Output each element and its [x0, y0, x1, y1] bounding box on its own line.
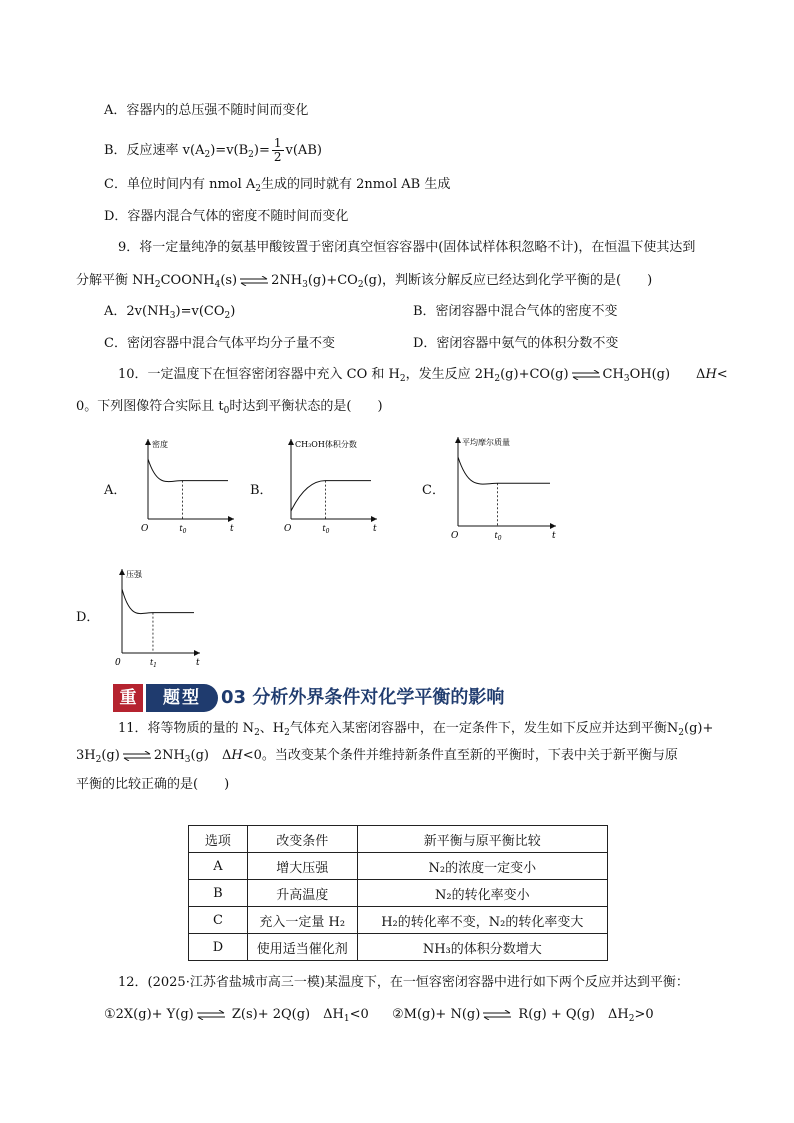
q12-text: Z(s)+ 2Q(g) ΔH: [227, 1007, 344, 1022]
y-axis-label: CH₃OH体积分数: [295, 440, 357, 449]
q10-text: 时达到平衡状态的是( ): [229, 399, 383, 414]
table-cell: N₂的转化率变小: [357, 880, 607, 907]
y-axis-arrow: [145, 439, 151, 445]
x-axis-label: t: [196, 658, 200, 668]
q9-line2: 分解平衡 $NH_2COONH_4(s)$ $2NH_3(g)+CO_2(g)$，判断该分解反应已经达到化学平衡的是( ): [76, 273, 653, 290]
t0-label: $t_0$: [494, 531, 502, 542]
table-cell: 增大压强: [247, 853, 357, 880]
q11-line1: 11．将等物质的量的 $N_2$、$H_2$气体充入某密闭容器中，在一定条件下，发生如下反应并达到平衡$N_2(g)+$: [118, 721, 714, 738]
q12-text: 1: [343, 1014, 350, 1024]
q11-text: (g): [101, 748, 120, 763]
comparison-table: [188, 825, 608, 961]
q11-line2: $3H_2(g)$ $2NH_3(g)$ ΔH<0。当改变某个条件并维持新条件直至新的平衡时，下表中关于新平衡与原: [76, 748, 678, 765]
t0-label: $t_0$: [179, 524, 187, 535]
table-row: [189, 934, 608, 961]
q10-option-a-label: A．: [104, 483, 127, 498]
q8-option-d: D．容器内混合气体的密度不随时间而变化: [104, 209, 349, 224]
q12-text: >0: [634, 1007, 654, 1022]
q12-line1: 12．(2025·江苏省盐城市高三一模)某温度下，在一恒容密闭容器中进行如下两个反应并达到平衡：: [118, 975, 689, 990]
equilibrium-arrow-icon: [122, 751, 152, 761]
q10-text: 0。下列图像符合实际且 t: [76, 399, 224, 414]
equilibrium-arrow-icon: [239, 276, 269, 286]
x-axis-label: t: [373, 524, 377, 534]
q9-option-b: B．密闭容器中混合气体的密度不变: [413, 304, 618, 319]
section-banner: [113, 684, 563, 712]
series-line: [291, 481, 371, 511]
q11-text: 11．将等物质的量的 N: [118, 721, 255, 736]
equilibrium-arrow-icon: [571, 370, 601, 380]
q9-a-text: )=v(CO: [175, 304, 225, 319]
table-cell: H₂的转化率不变，N₂的转化率变大: [357, 907, 607, 934]
q11-text: H: [231, 748, 243, 763]
table-cell: 升高温度: [247, 880, 357, 907]
section-tag-primary: 重: [113, 684, 143, 712]
q9-a-text: A．2v(NH: [104, 304, 170, 319]
table-cell: NH₃的体积分数增大: [357, 934, 607, 961]
q12-reaction-1: [104, 1005, 369, 1029]
q9-text: (g)，判断该分解反应已经达到化学平衡的是( ): [363, 273, 653, 288]
q8-option-c: C．单位时间内有 nmol $A_2$生成的同时就有 2nmol AB 生成: [104, 177, 451, 194]
equilibrium-arrow-icon: [196, 1010, 226, 1020]
q10-text: ，发生反应 2H: [405, 367, 495, 382]
q12-text: 2: [628, 1014, 635, 1024]
q10-option-c-label: C．: [422, 483, 445, 498]
q11-text: (g) Δ: [190, 748, 232, 763]
table-header: 选项: [189, 826, 248, 853]
x-axis-arrow: [550, 523, 556, 529]
q9-text: (g)+CO: [307, 273, 358, 288]
table-cell: 使用适当催化剂: [247, 934, 357, 961]
x-axis-arrow: [228, 516, 234, 522]
q10-text: OH(g) Δ: [629, 367, 706, 382]
q11-text: 3H: [76, 748, 96, 763]
q10-text: H: [705, 367, 717, 382]
x-axis-label: t: [230, 524, 234, 534]
q9-option-d: D．密闭容器中氨气的体积分数不变: [413, 336, 619, 351]
q10-line2: 0。下列图像符合实际且 $t_0$时达到平衡状态的是( ): [76, 399, 383, 416]
series-line: [148, 459, 228, 482]
table-header: 新平衡与原平衡比较: [357, 826, 607, 853]
y-axis-label: 平均摩尔质量: [462, 438, 510, 447]
origin-label: O: [451, 531, 459, 541]
q11-text: 、H: [259, 721, 285, 736]
origin-label: O: [284, 524, 292, 534]
equilibrium-arrow-icon: [482, 1010, 512, 1020]
y-axis-arrow: [455, 437, 461, 443]
y-axis-label: 密度: [152, 440, 168, 449]
q8-option-b: B．反应速率 $v(A_2)=v(B_2)=$ $\frac{1}{2}$ v(AB): [104, 136, 322, 164]
q8-b-text: v(AB): [285, 143, 322, 158]
table-row: [189, 880, 608, 907]
t0-subscript: 0: [497, 535, 502, 542]
t0-subscript: 1: [153, 662, 158, 669]
q8-b-text: )=v(B: [210, 143, 249, 158]
q11-text: 气体充入某密闭容器中，在一定条件下，发生如下反应并达到平衡N: [289, 721, 679, 736]
table-row: [189, 853, 608, 880]
q11-line3: 平衡的比较正确的是( ): [76, 777, 230, 792]
table-cell: 充入一定量 H₂: [247, 907, 357, 934]
series-line: [458, 457, 550, 484]
q12-reaction-2: [392, 1005, 654, 1029]
q8-b-text: )=: [253, 143, 270, 158]
q10-line1: 10．一定温度下在恒容密闭容器中充入 CO 和 $H_2$，发生反应 $2H_2(g)+CO(g)$ $CH_3OH(g)$ ΔH<: [118, 367, 728, 384]
q11-text: (g)+: [684, 721, 714, 736]
table-header: 改变条件: [247, 826, 357, 853]
y-axis-label: 压强: [126, 570, 142, 579]
t0-subscript: 0: [325, 528, 330, 535]
q12-text: R(g) + Q(g) ΔH: [514, 1007, 629, 1022]
q10-text: 10．一定温度下在恒容密闭容器中充入 CO 和 H: [118, 367, 400, 382]
table-cell: N₂的浓度一定变小: [357, 853, 607, 880]
q10-option-b-label: B．: [250, 483, 273, 498]
t0-label: $t_1$: [149, 658, 158, 669]
q9-a-text: ): [230, 304, 236, 319]
y-axis-arrow: [288, 439, 294, 445]
q8-b-text: B．反应速率 v(A: [104, 143, 205, 158]
t0-label: $t_0$: [322, 524, 330, 535]
q12-text: <0: [349, 1007, 369, 1022]
table-cell: D: [189, 934, 248, 961]
chart-c-molar-mass: [450, 433, 562, 540]
q9-text: 2NH: [271, 273, 303, 288]
fraction: $\frac{1}{2}$: [273, 136, 282, 164]
q8-c-text: 生成的同时就有 2nmol AB 生成: [261, 177, 451, 192]
q11-text: 2NH: [153, 748, 185, 763]
table-cell: C: [189, 907, 248, 934]
q9-line1: 9．将一定量纯净的氨基甲酸铵置于密闭真空恒容容器中(固体试样体积忽略不计)，在恒温下使其达到: [118, 240, 696, 255]
q9-text: COONH: [160, 273, 215, 288]
chart-d-pressure: [114, 565, 206, 667]
q8-option-a: A．容器内的总压强不随时间而变化: [104, 103, 309, 118]
x-axis-label: t: [552, 531, 556, 541]
q10-option-d-label: D．: [76, 610, 100, 625]
table-cell: A: [189, 853, 248, 880]
x-axis-arrow: [194, 650, 200, 656]
y-axis-arrow: [119, 569, 125, 575]
q11-text: <0。当改变某个条件并维持新条件直至新的平衡时，下表中关于新平衡与原: [242, 748, 678, 763]
q9-text: 分解平衡 NH: [76, 273, 155, 288]
origin-label: 0: [115, 658, 121, 668]
q8-c-text: C．单位时间内有 nmol A: [104, 177, 256, 192]
q10-text: (g)+CO(g): [500, 367, 569, 382]
q12-text: ②M(g)+ N(g): [392, 1007, 481, 1022]
table-row: [189, 907, 608, 934]
q9-option-a: A．$2v(NH_3)=v(CO_2)$: [104, 304, 236, 321]
section-title: 03 分析外界条件对化学平衡的影响: [221, 687, 505, 708]
q10-text: <: [716, 367, 728, 382]
chart-a-density: [140, 435, 240, 533]
origin-label: O: [141, 524, 149, 534]
q9-option-c: C．密闭容器中混合气体平均分子量不变: [104, 336, 335, 351]
q9-text: (s): [220, 273, 238, 288]
section-tag-secondary: 题型: [146, 684, 218, 712]
table-cell: B: [189, 880, 248, 907]
series-line: [122, 589, 194, 614]
chart-b-ch3oh-fraction: [283, 435, 383, 533]
t0-subscript: 0: [182, 528, 187, 535]
x-axis-arrow: [371, 516, 377, 522]
q10-text: CH: [602, 367, 624, 382]
q12-text: ①2X(g)+ Y(g): [104, 1007, 194, 1022]
table-header-row: [189, 826, 608, 853]
